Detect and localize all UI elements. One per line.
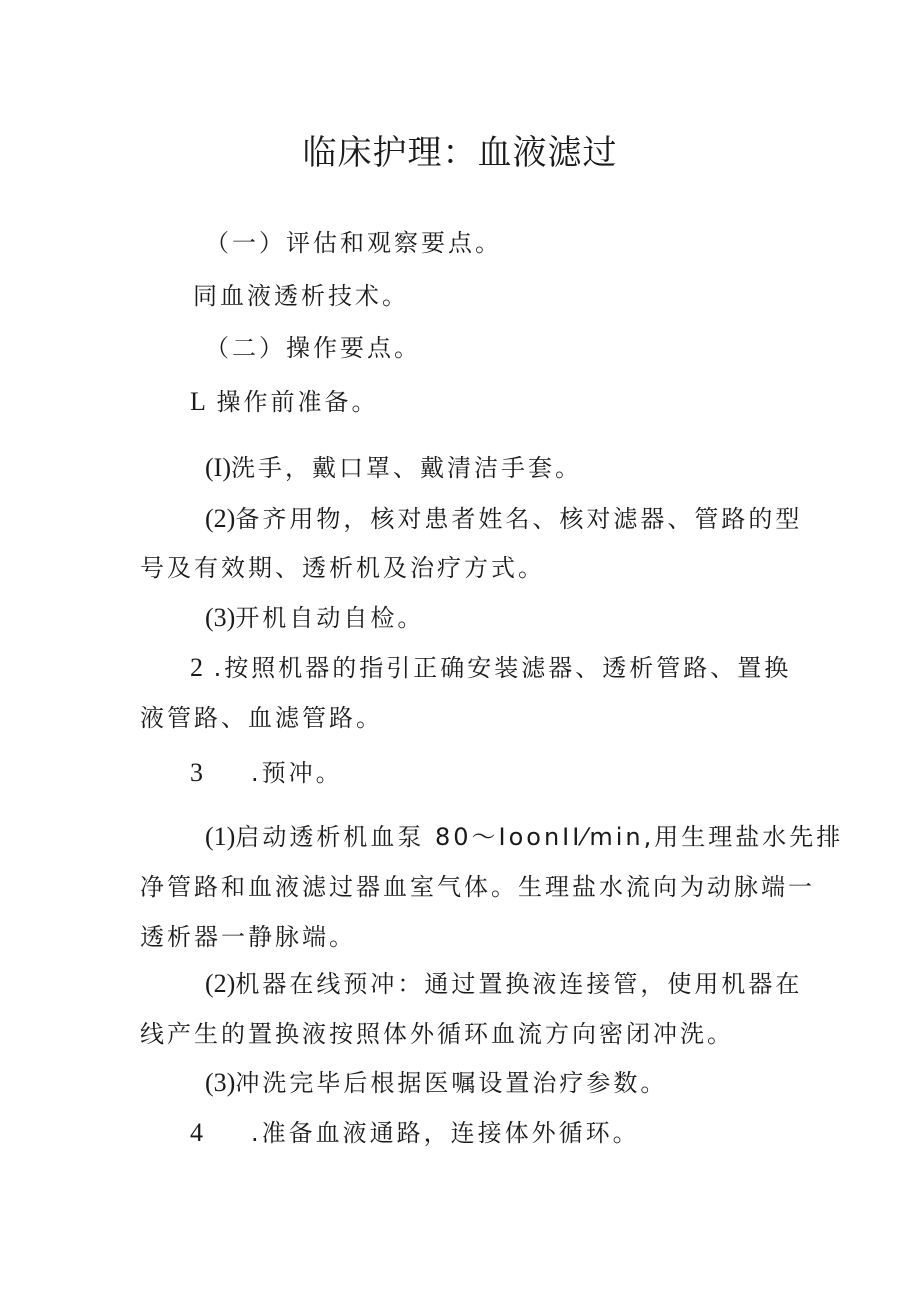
sub-item — [205, 969, 802, 999]
paragraph-line — [140, 922, 356, 952]
line-text: （一）评估和观察要点。 — [205, 229, 502, 257]
item-number: 3 — [190, 758, 203, 787]
sub-item — [205, 453, 582, 483]
sub-item — [205, 504, 802, 534]
line-text: .按照机器的指引正确安装滤器、透析管路、置换 — [213, 654, 792, 682]
line-text: 启动透析机血泵 80～IoonII⁄min,用生理盐水先排 — [235, 823, 844, 851]
paragraph-line — [140, 553, 545, 583]
sub-item — [205, 822, 843, 852]
line-text: 洗手，戴口罩、戴清洁手套。 — [230, 454, 582, 482]
list-item-2 — [190, 653, 791, 683]
line-text: .预冲。 — [251, 759, 343, 787]
paragraph-line — [140, 1019, 734, 1049]
item-number: (3) — [205, 1068, 236, 1097]
page-title: 临床护理：血液滤过 — [302, 133, 618, 173]
item-number: (2) — [205, 969, 236, 998]
item-number: (1) — [205, 822, 236, 851]
line-text: 机器在线预冲：通过置换液连接管，使用机器在 — [235, 970, 803, 998]
list-item-1 — [190, 387, 379, 417]
paragraph-line — [193, 281, 409, 311]
line-text: 号及有效期、透析机及治疗方式。 — [140, 554, 545, 582]
line-text: 净管路和血液滤过器血室气体。生理盐水流向为动脉端一 — [140, 873, 815, 901]
item-number: L — [190, 387, 206, 416]
item-number: 2 — [190, 653, 203, 682]
item-number: (I) — [205, 453, 231, 482]
line-text: 冲洗完毕后根据医嘱设置治疗参数。 — [235, 1069, 668, 1097]
section-heading-2 — [205, 333, 421, 363]
line-text: （二）操作要点。 — [205, 334, 421, 362]
paragraph-line — [140, 703, 383, 733]
item-number: 4 — [190, 1118, 203, 1147]
line-text: 开机自动自检。 — [235, 604, 425, 632]
line-text: 透析器一静脉端。 — [140, 923, 356, 951]
section-heading-1 — [205, 228, 502, 258]
line-text: .准备血液通路，连接体外循环。 — [251, 1119, 640, 1147]
line-text: 线产生的置换液按照体外循环血流方向密闭冲洗。 — [140, 1020, 734, 1048]
item-number: (3) — [205, 603, 236, 632]
line-text: 液管路、血滤管路。 — [140, 704, 383, 732]
item-number: (2) — [205, 504, 236, 533]
line-text: 同血液透析技术。 — [193, 282, 409, 310]
list-item-4 — [190, 1118, 640, 1148]
list-item-3 — [190, 758, 343, 788]
paragraph-line — [140, 872, 815, 902]
sub-item — [205, 1068, 667, 1098]
line-text: 备齐用物，核对患者姓名、核对滤器、管路的型 — [235, 505, 803, 533]
line-text: 操作前准备。 — [216, 388, 379, 416]
sub-item — [205, 603, 424, 633]
